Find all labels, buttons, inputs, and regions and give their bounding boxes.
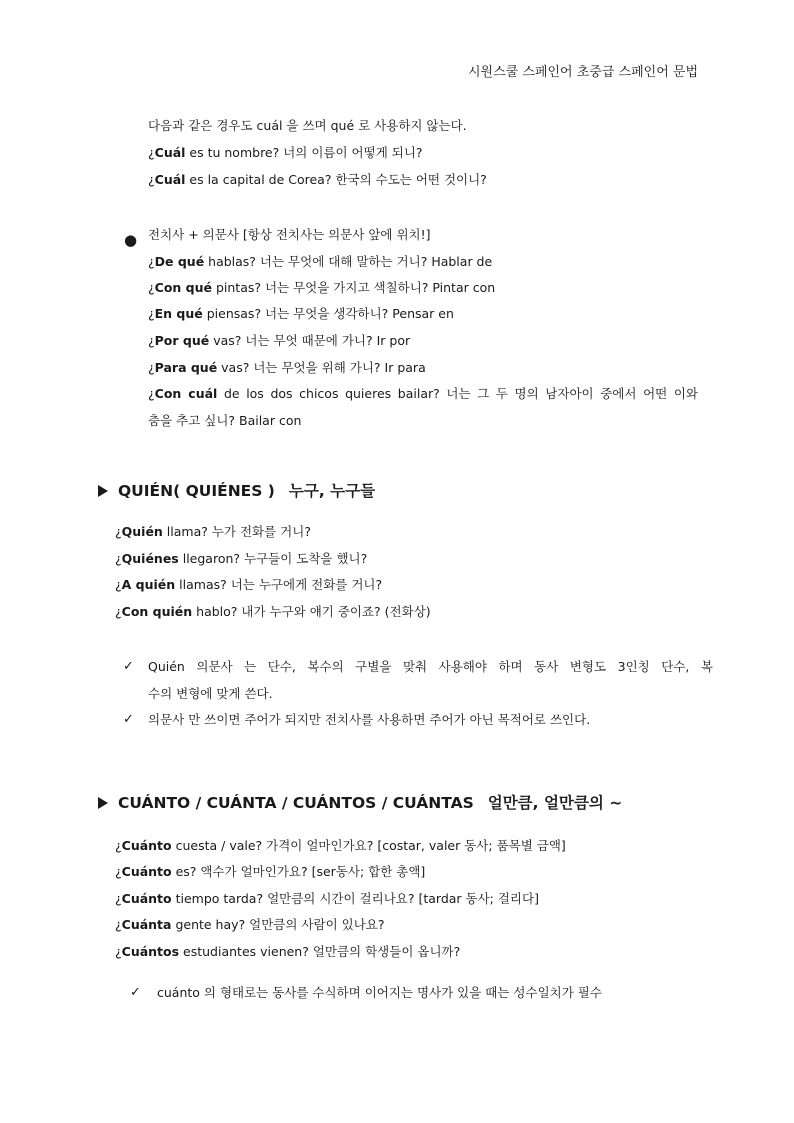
example-sentence: ¿Quiénes llegaron? 누구들이 도착을 했니? <box>115 551 368 566</box>
checkmark-icon: ✓ <box>130 985 141 1000</box>
example-sentence: ¿Cuánto cuesta / vale? 가격이 얼마인가요? [costar, valer 동사; 품목별 금액] <box>115 838 566 853</box>
example-sentence: ¿Cuál es tu nombre? 너의 이름이 어떻게 되니? <box>148 145 423 160</box>
example-sentence: ¿Cuánta gente hay? 얼만큼의 사람이 있나요? <box>115 917 385 932</box>
example-sentence: ¿Cuál es la capital de Corea? 한국의 수도는 어떤 것이니? <box>148 172 487 187</box>
section-heading-quien: QUIÉN( QUIÉNES ) 누구, 누구들 <box>98 481 375 501</box>
note-text-continuation: 수의 변형에 맞게 쓴다. <box>148 686 273 701</box>
section-title: 전치사 + 의문사 [항상 전치사는 의문사 앞에 위치!] <box>148 227 431 242</box>
example-sentence: ¿Con quién hablo? 내가 누구와 얘기 중이죠? (전화상) <box>115 604 431 619</box>
example-sentence: ¿Por qué vas? 너는 무엇 때문에 가니? Ir por <box>148 333 411 348</box>
triangle-right-icon <box>98 797 108 809</box>
example-sentence-continuation: 춤을 추고 싶니? Bailar con <box>148 413 302 428</box>
example-sentence: ¿Cuántos estudiantes vienen? 얼만큼의 학생들이 옵니까? <box>115 944 461 959</box>
checkmark-icon: ✓ <box>123 659 134 674</box>
document-header: 시원스쿨 스페인어 초중급 스페인어 문법 <box>467 65 698 80</box>
example-sentence: ¿Quién llama? 누가 전화를 거니? <box>115 524 311 539</box>
example-sentence: ¿Con cuál de los dos chicos quieres bailar? 너는 그 두 명의 남자아이 중에서 어떤 이와 <box>148 386 698 401</box>
example-sentence: ¿Para qué vas? 너는 무엇을 위해 가니? Ir para <box>148 360 426 375</box>
note-text: Quién 의문사 는 단수, 복수의 구별을 맞춰 사용해야 하며 동사 변형도 3인칭 단수, 복 <box>148 659 713 674</box>
example-sentence: ¿Cuánto es? 액수가 얼마인가요? [ser동사; 합한 총액] <box>115 864 426 879</box>
checkmark-icon: ✓ <box>123 712 134 727</box>
note-text: cuánto 의 형태로는 동사를 수식하며 이어지는 명사가 있을 때는 성수일치가 필수 <box>157 985 602 1000</box>
section-heading-cuanto: CUÁNTO / CUÁNTA / CUÁNTOS / CUÁNTAS 얼만큼, 얼만큼의 ~ <box>98 793 622 813</box>
example-sentence: ¿En qué piensas? 너는 무엇을 생각하니? Pensar en <box>148 306 454 321</box>
example-sentence: ¿A quién llamas? 너는 누구에게 전화를 거니? <box>115 577 383 592</box>
triangle-right-icon <box>98 485 108 497</box>
example-sentence: ¿De qué hablas? 너는 무엇에 대해 말하는 거니? Hablar de <box>148 254 493 269</box>
example-sentence: ¿Cuánto tiempo tarda? 얼만큼의 시간이 걸리나요? [tardar 동사; 걸리다] <box>115 891 539 906</box>
intro-note: 다음과 같은 경우도 cuál 을 쓰며 qué 로 사용하지 않는다. <box>148 118 467 133</box>
filled-circle-bullet-icon: ● <box>124 231 138 249</box>
example-sentence: ¿Con qué pintas? 너는 무엇을 가지고 색칠하니? Pintar con <box>148 280 496 295</box>
note-text: 의문사 만 쓰이면 주어가 되지만 전치사를 사용하면 주어가 아닌 목적어로 쓰인다. <box>148 712 591 727</box>
